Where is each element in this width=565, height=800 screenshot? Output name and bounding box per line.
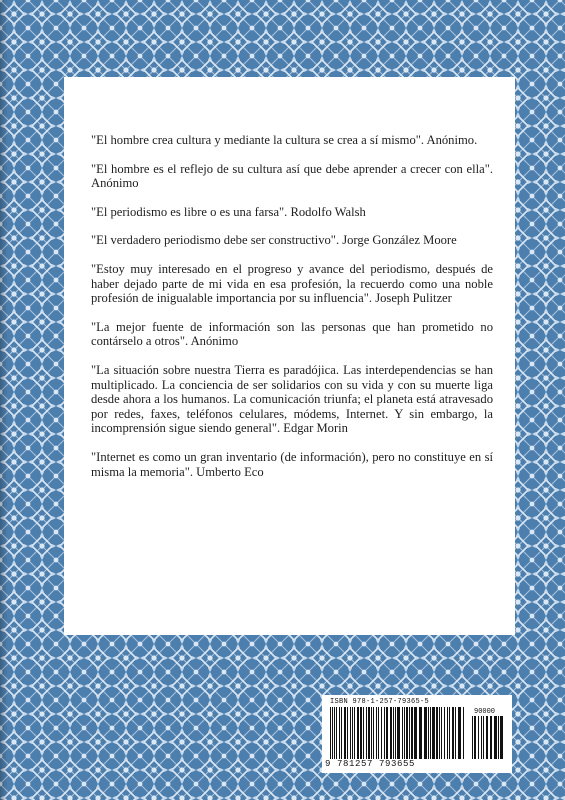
barcode-bar <box>406 707 408 759</box>
ean-digits: 9 781257 793655 <box>325 759 416 769</box>
barcode-bar <box>441 707 442 759</box>
quote-8: "Internet es como un gran inventario (de información), pero no constituye en sí misma la memoria". Umberto Eco <box>91 449 493 479</box>
barcode-bar <box>436 707 438 759</box>
barcode-bar <box>354 707 355 759</box>
barcode-bar <box>430 707 431 759</box>
barcode-bar <box>352 707 353 759</box>
barcode-bar <box>350 707 351 759</box>
barcode-bar <box>428 707 429 759</box>
barcode-bar <box>357 707 359 759</box>
barcode-bar <box>458 707 461 759</box>
barcode-bar <box>336 707 337 759</box>
barcode-bar <box>384 707 385 759</box>
barcode-bar <box>478 716 479 759</box>
barcode-bar <box>376 707 377 759</box>
barcode-bar <box>360 707 362 759</box>
barcode-bar <box>490 716 492 759</box>
barcode-bar <box>486 716 488 759</box>
barcode-bar <box>444 707 445 759</box>
barcode-bar <box>332 707 333 759</box>
barcode-bar <box>481 716 482 759</box>
barcode-bar <box>334 707 335 759</box>
barcode-bar <box>381 707 382 759</box>
isbn-label: ISBN 978-1-257-79365-5 <box>330 698 430 706</box>
barcode-bar <box>452 707 454 759</box>
barcode-bar <box>419 707 422 759</box>
quote-panel <box>64 77 515 635</box>
barcode-bar <box>371 707 372 759</box>
barcode-bar <box>455 707 456 759</box>
isbn-barcode-box <box>322 695 512 773</box>
barcode-bar <box>368 707 370 759</box>
barcode-bar <box>424 707 427 759</box>
barcode-bar <box>414 707 417 759</box>
barcode-bar <box>397 707 400 759</box>
price-code: 90000 <box>474 708 496 716</box>
barcode-bar <box>330 707 331 759</box>
barcode-bar <box>500 716 503 759</box>
barcode-bar <box>404 707 405 759</box>
barcode-bar <box>378 707 379 759</box>
barcode-bar <box>494 716 497 759</box>
barcode-bar <box>341 707 342 759</box>
barcode-bar <box>347 707 348 759</box>
spine-shadow <box>0 0 8 800</box>
barcode-bar <box>344 707 346 759</box>
barcode-bar <box>373 707 374 759</box>
addon-barcode-bars <box>472 716 504 759</box>
barcode-bar <box>366 707 367 759</box>
quote-7: "La situación sobre nuestra Tierra es paradójica. Las interdependencias se han multiplicado. La conciencia de ser solidarios con su vida y con su muerte liga desde ahora a los humanos. La comunicación triunfa; el planeta está atravesado por redes, faxes, teléfonos celulares, módems, Internet. Y sin embargo, la incomprensión sigue siendo general". Edgar Morin <box>91 362 493 436</box>
quote-4: "El verdadero periodismo debe ser constructivo". Jorge González Moore <box>91 233 457 248</box>
barcode-bar <box>463 707 464 759</box>
barcode-bar <box>402 707 403 759</box>
quote-5: "Estoy muy interesado en el progreso y avance del periodismo, después de haber dejado parte de mi vida en esa profesión, la recuerdo como una noble profesión de inigualable importancia por su influencia". Joseph Pulitzer <box>91 261 493 306</box>
barcode-bar <box>395 707 396 759</box>
barcode-bar <box>411 707 413 759</box>
quote-1: "El hombre crea cultura y mediante la cultura se crea a sí mismo". Anónimo. <box>91 133 478 147</box>
barcode-bar <box>474 716 476 759</box>
barcode-bar <box>390 707 392 759</box>
barcode-bar <box>409 707 410 759</box>
quote-3: "El periodismo es libre o es una farsa". Rodolfo Walsh <box>91 204 366 219</box>
barcode-bar <box>439 707 440 759</box>
barcode-bar <box>449 707 450 759</box>
barcode-bar <box>363 707 364 759</box>
quote-2: "El hombre es el reflejo de su cultura así que debe aprender a crecer con ella". Anónimo <box>91 161 493 191</box>
barcode-bar <box>339 707 340 759</box>
barcode-bar <box>393 707 394 759</box>
barcode-bar <box>432 707 435 759</box>
barcode-bar <box>498 716 499 759</box>
barcode-bar <box>483 716 484 759</box>
quote-6: "La mejor fuente de información son las personas que han prometido no contárselo a otros". Anónimo <box>91 319 493 349</box>
barcode-bar <box>386 707 388 759</box>
ean-barcode-bars <box>330 707 466 759</box>
barcode-bar <box>472 716 473 759</box>
barcode-bar <box>447 707 448 759</box>
